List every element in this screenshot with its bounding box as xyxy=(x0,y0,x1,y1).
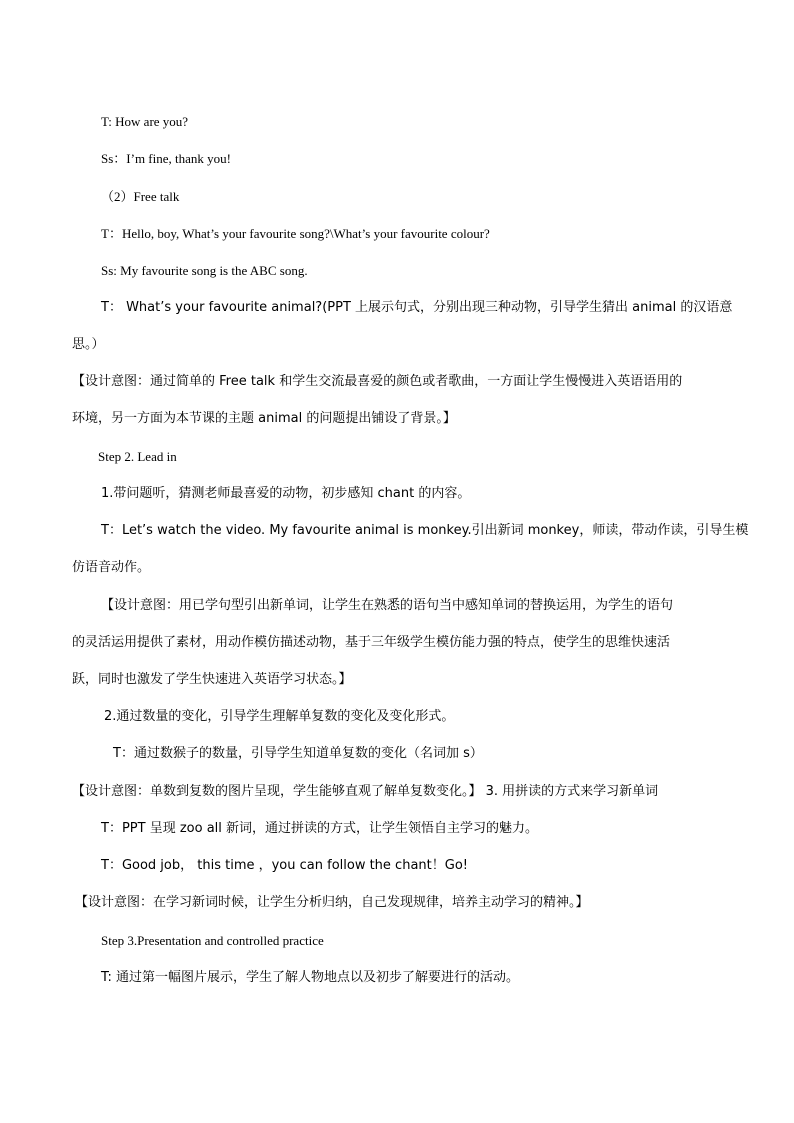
dialogue-line-teacher-video: T：Let’s watch the video. My favourite animal is monkey.引出新词 monkey，师读，带动作读，引导生模 xyxy=(101,523,749,538)
paragraph-continuation: 思。） xyxy=(72,337,105,352)
design-intent-1-line-2: 环境，另一方面为本节课的主题 animal 的问题提出铺设了背景。】 xyxy=(72,411,456,426)
activity-2-description: 2.通过数量的变化，引导学生理解单复数的变化及变化形式。 xyxy=(104,709,455,724)
dialogue-line-students-favourite-song: Ss: My favourite song is the ABC song. xyxy=(101,263,308,278)
step-heading-presentation: Step 3.Presentation and controlled practice xyxy=(101,933,324,948)
dialogue-line-teacher-chant: T：Good job， this time ，you can follow the chant！Go! xyxy=(101,858,468,873)
design-intent-3-with-activity-3: 【设计意图：单数到复数的图片呈现，学生能够直观了解单复数变化。】 3. 用拼读的方式来学习新单词 xyxy=(72,784,659,799)
paragraph-continuation-2: 仿语音动作。 xyxy=(72,560,151,575)
design-intent-2-line-2: 的灵活运用提供了素材，用动作模仿描述动物，基于三年级学生模仿能力强的特点，使学生的思维快速活 xyxy=(72,635,671,650)
dialogue-line-teacher-ppt: T：PPT 呈现 zoo all 新词，通过拼读的方式，让学生领悟自主学习的魅力。 xyxy=(101,821,539,836)
activity-1-description: 1.带问题听，猜测老师最喜爱的动物，初步感知 chant 的内容。 xyxy=(101,486,471,501)
design-intent-1-line-1: 【设计意图：通过简单的 Free talk 和学生交流最喜爱的颜色或者歌曲，一方面让学生慢慢进入英语语用的 xyxy=(72,374,683,389)
design-intent-4: 【设计意图：在学习新词时候，让学生分析归纳，自己发现规律，培养主动学习的精神。】 xyxy=(75,895,589,910)
step-heading-lead-in: Step 2. Lead in xyxy=(98,449,177,464)
dialogue-line-teacher-counting: T：通过数猴子的数量，引导学生知道单复数的变化（名词加 s） xyxy=(113,746,483,761)
section-heading-free-talk: （2）Free talk xyxy=(101,189,180,204)
design-intent-2-line-1: 【设计意图：用已学句型引出新单词，让学生在熟悉的语句当中感知单词的替换运用，为学生的语句 xyxy=(101,598,674,613)
dialogue-line-teacher-favourite-song: T：Hello, boy, What’s your favourite song?\What’s your favourite colour? xyxy=(101,226,490,241)
design-intent-2-line-3: 跃，同时也激发了学生快速进入英语学习状态。】 xyxy=(72,672,352,687)
dialogue-line-teacher-greeting: T: How are you? xyxy=(101,114,189,129)
dialogue-line-teacher-picture: T: 通过第一幅图片展示，学生了解人物地点以及初步了解要进行的活动。 xyxy=(101,970,520,985)
dialogue-line-students-reply: Ss：I’m fine, thank you! xyxy=(101,151,231,166)
dialogue-line-teacher-favourite-animal: T： What’s your favourite animal?(PPT 上展示句式，分别出现三种动物，引导学生猜出 animal 的汉语意 xyxy=(101,300,733,315)
